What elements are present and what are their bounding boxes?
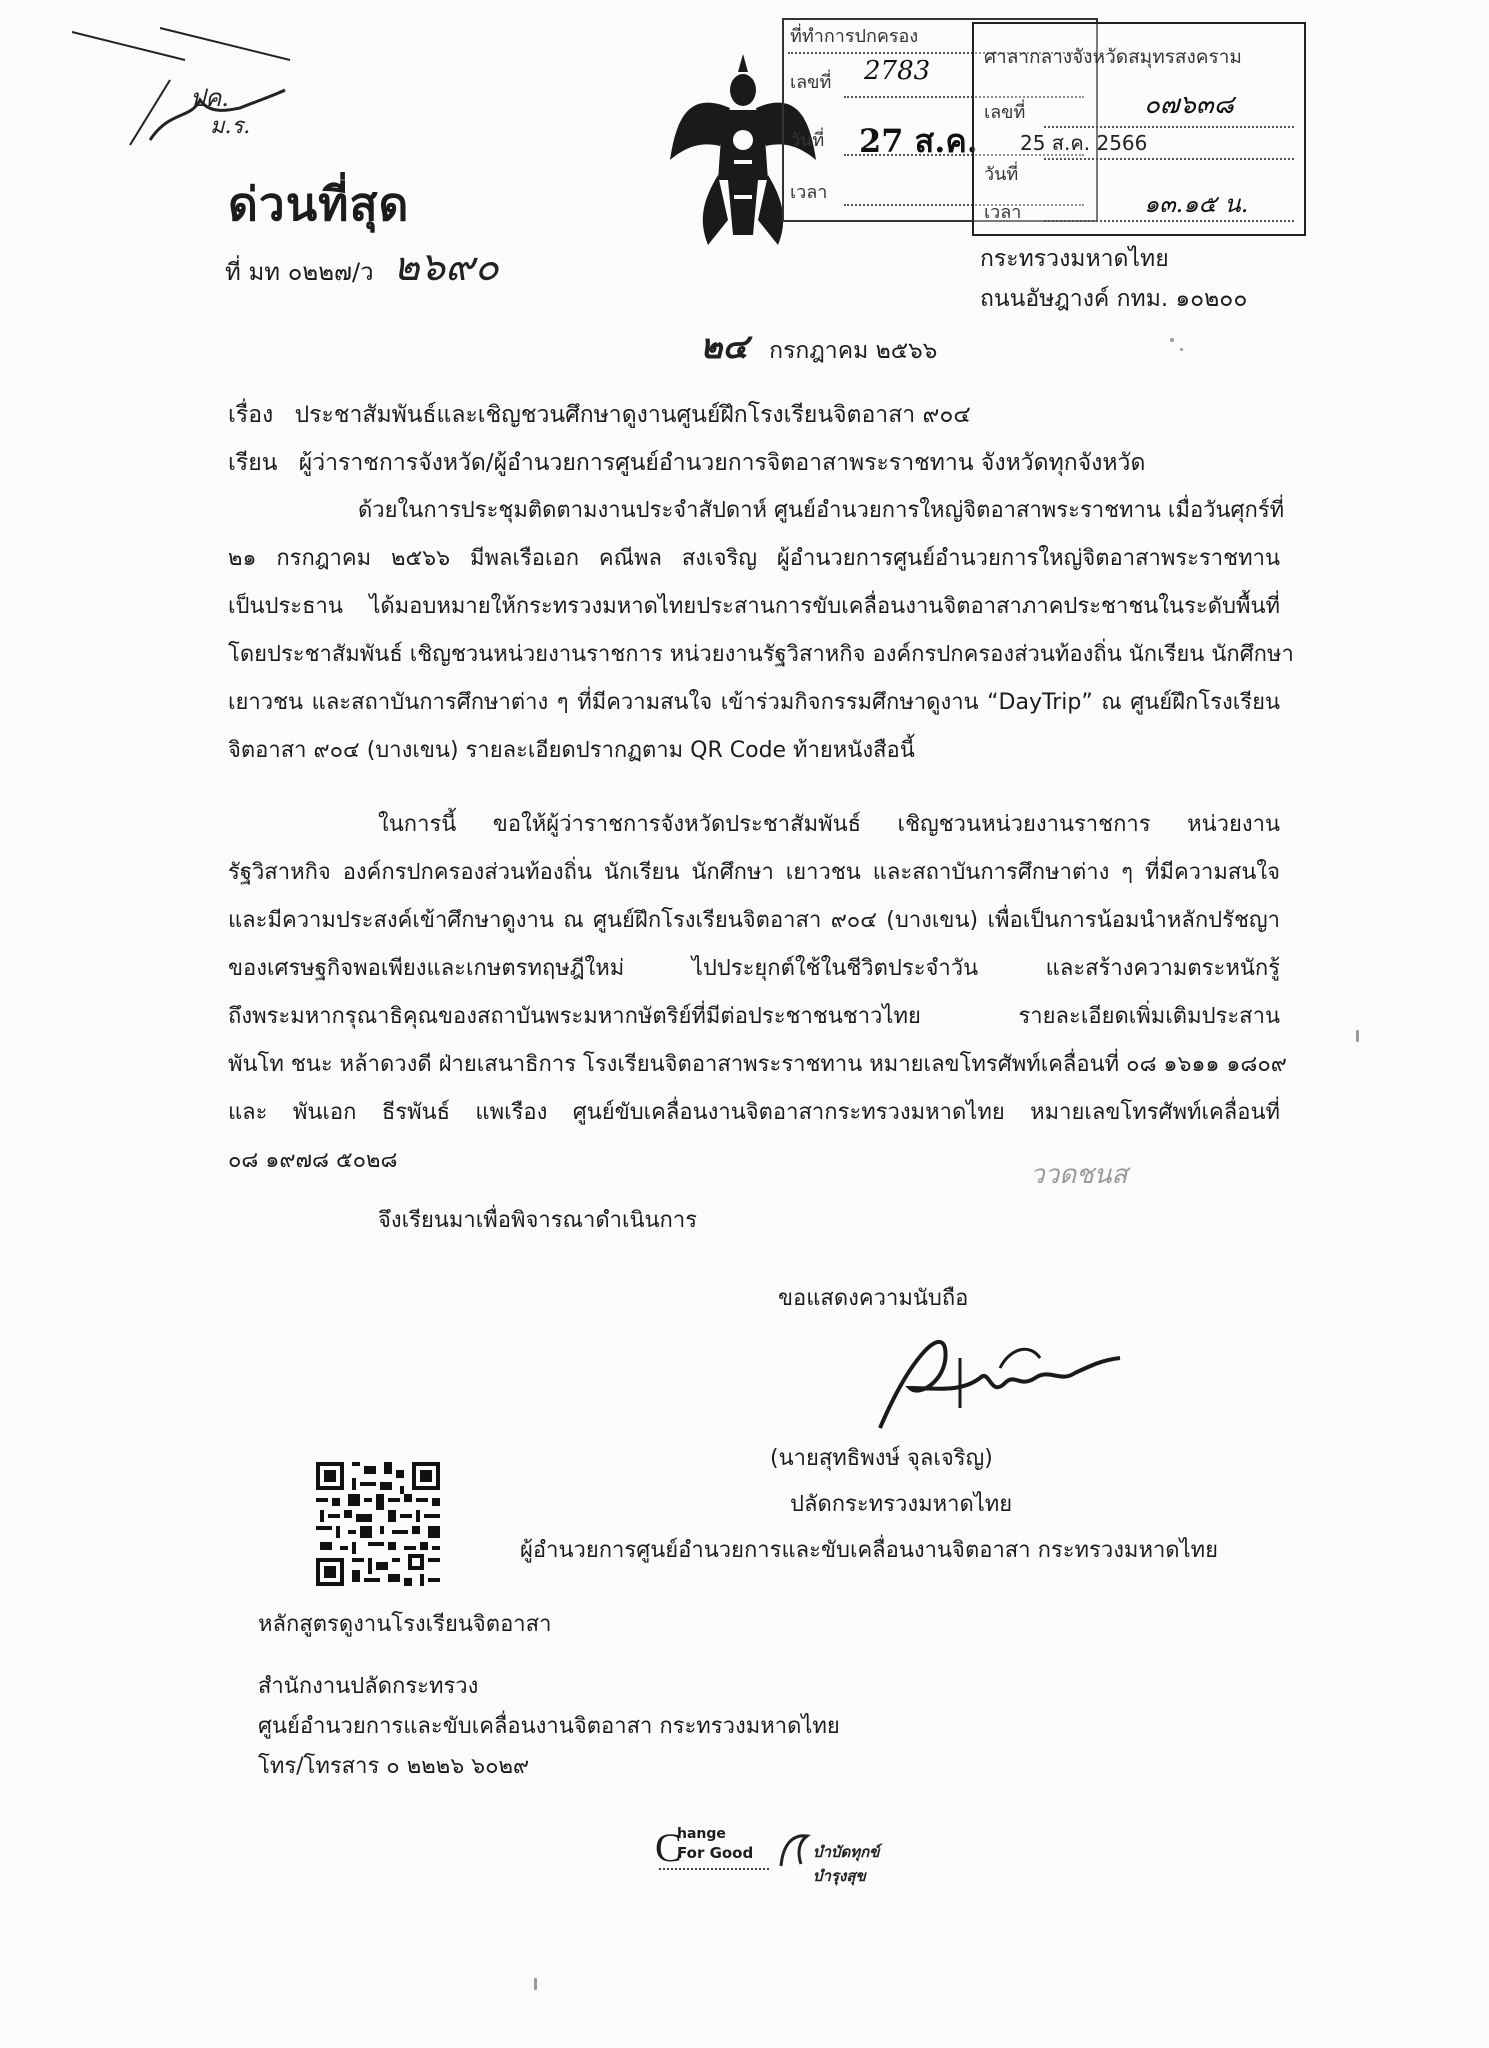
reference-handwritten-number: ๒๖๙๐ bbox=[393, 244, 499, 290]
corner-note-2: ม.ร. bbox=[210, 114, 251, 139]
subject-text: ประชาสัมพันธ์และเชิญชวนศึกษาดูงานศูนย์ฝึกโรงเรียนจิตอาสา ๙๐๔ bbox=[294, 402, 971, 428]
office-line-1: สำนักงานปลัดกระทรวง bbox=[258, 1674, 479, 1699]
stamp-right-title: ศาลากลางจังหวัดสมุทรสงคราม bbox=[984, 46, 1242, 68]
issuer-address: ถนนอัษฎางค์ กทม. ๑๐๒๐๐ bbox=[980, 286, 1248, 312]
date-day: ๒๔ bbox=[700, 327, 749, 367]
paragraph1-line: ด้วยในการประชุมติดตามงานประจำสัปดาห์ ศูนย์อำนวยการใหญ่จิตอาสาพระราชทาน เมื่อวันศุกร์ที่ bbox=[358, 498, 1285, 523]
stamp-left-date: 27 ส.ค. bbox=[859, 122, 978, 160]
qr-caption: หลักสูตรดูงานโรงเรียนจิตอาสา bbox=[258, 1612, 552, 1637]
to-label: เรียน bbox=[228, 450, 278, 476]
signature-icon bbox=[840, 1318, 1130, 1438]
paragraph2-line: ในการนี้ ขอให้ผู้ว่าราชการจังหวัดประชาสัมพันธ์ เชิญชวนหน่วยงานราชการ หน่วยงาน bbox=[378, 812, 1280, 837]
stamp-left-no-label: เลขที่ bbox=[790, 72, 832, 93]
paragraph1-line: โดยประชาสัมพันธ์ เชิญชวนหน่วยงานราชการ หน่วยงานรัฐวิสาหกิจ องค์กรปกครองส่วนท้องถิ่น นักเรียน นักศึกษา bbox=[228, 642, 1294, 667]
change-logo-line2: For Good bbox=[677, 1844, 754, 1862]
stamp-right-date-label: วันที่ bbox=[984, 164, 1019, 185]
paragraph2-line: ๐๘ ๑๙๗๘ ๕๐๒๘ bbox=[228, 1148, 398, 1173]
change-logo-line1: hange bbox=[677, 1826, 726, 1842]
subject-label: เรื่อง bbox=[228, 402, 274, 428]
office-line-2: ศูนย์อำนวยการและขับเคลื่อนงานจิตอาสา กระทรวงมหาดไทย bbox=[258, 1714, 840, 1739]
regards-text: ขอแสดงความนับถือ bbox=[778, 1286, 969, 1311]
paragraph1-line: ๒๑ กรกฎาคม ๒๕๖๖ มีพลเรือเอก คณีพล สงเจริญ ผู้อำนวยการศูนย์อำนวยการใหญ่จิตอาสาพระราชทาน bbox=[228, 546, 1280, 571]
subject-line bbox=[228, 400, 971, 430]
stamp-left-title: ที่ทำการปกครอง bbox=[790, 26, 919, 47]
letter-date bbox=[700, 327, 938, 367]
change-logo-c: C bbox=[655, 1825, 682, 1870]
signatory-title-2: ผู้อำนวยการศูนย์อำนวยการและขับเคลื่อนงานจิตอาสา กระทรวงมหาดไทย bbox=[520, 1538, 1219, 1563]
campaign-emblem-icon bbox=[777, 1830, 813, 1870]
stamp-right-time-label: เวลา bbox=[984, 202, 1022, 223]
paragraph2-line: ถึงพระมหากรุณาธิคุณของสถาบันพระมหากษัตริย์ที่มีต่อประชาชนชาวไทย รายละเอียดเพิ่มเติมประสาน bbox=[228, 1004, 1280, 1029]
stamp-left-no: 2783 bbox=[864, 56, 931, 86]
paragraph2-line: และ พันเอก ธีรพันธ์ แพเรือง ศูนย์ขับเคลื่อนงานจิตอาสากระทรวงมหาดไทย หมายเลขโทรศัพท์เคลื่อนที่ bbox=[228, 1100, 1280, 1125]
paragraph2-line: และมีความประสงค์เข้าศึกษาดูงาน ณ ศูนย์ฝึกโรงเรียนจิตอาสา ๙๐๔ (บางเขน) เพื่อเป็นการน้อมนำหลักปรัชญา bbox=[228, 908, 1280, 933]
stamp-right-date: 25 ส.ค. 2566 bbox=[1020, 131, 1148, 155]
to-text: ผู้ว่าราชการจังหวัด/ผู้อำนวยการศูนย์อำนวยการจิตอาสาพระราชทาน จังหวัดทุกจังหวัด bbox=[298, 450, 1146, 476]
paragraph2-line: ของเศรษฐกิจพอเพียงและเกษตรทฤษฎีใหม่ ไปประยุกต์ใช้ในชีวิตประจำวัน และสร้างความตระหนักรู้ bbox=[228, 956, 1280, 981]
signatory-name: (นายสุทธิพงษ์ จุลเจริญ) bbox=[770, 1446, 993, 1471]
receiving-stamp-right bbox=[972, 22, 1306, 236]
change-for-good-logo bbox=[655, 1822, 775, 1882]
to-line bbox=[228, 448, 1145, 478]
corner-handwriting bbox=[60, 20, 310, 150]
stamp-left-time-label: เวลา bbox=[790, 182, 828, 203]
urgency-label: ด่วนที่สุด bbox=[228, 177, 410, 231]
paragraph1-line: เป็นประธาน ได้มอบหมายให้กระทรวงมหาดไทยประสานการขับเคลื่อนงานจิตอาสาภาคประชาชนในระดับพื้นที่ bbox=[228, 594, 1280, 619]
office-line-3: โทร/โทรสาร ๐ ๒๒๒๖ ๖๐๒๙ bbox=[258, 1754, 530, 1779]
paragraph2-line: รัฐวิสาหกิจ องค์กรปกครองส่วนท้องถิ่น นักเรียน นักศึกษา เยาวชน และสถาบันการศึกษาต่าง ๆ ที่มีความสนใจ bbox=[228, 860, 1280, 885]
date-month-year: กรกฎาคม ๒๕๖๖ bbox=[769, 338, 938, 364]
paragraph1-line: เยาวชน และสถาบันการศึกษาต่าง ๆ ที่มีความสนใจ เข้าร่วมกิจกรรมศึกษาดูงาน “DayTrip” ณ ศูนย์ฝึกโรงเรียน bbox=[228, 690, 1280, 715]
scan-speck bbox=[534, 1978, 537, 1990]
stamp-right-no: ๐๗๖๓๘ bbox=[1144, 90, 1234, 120]
scan-speck bbox=[1170, 338, 1174, 342]
qr-code-icon bbox=[312, 1458, 444, 1590]
corner-scribble-icon bbox=[60, 20, 310, 150]
closing-text: จึงเรียนมาเพื่อพิจารณาดำเนินการ bbox=[378, 1208, 698, 1233]
stamp-right-no-label: เลขที่ bbox=[984, 102, 1026, 123]
signatory-title-1: ปลัดกระทรวงมหาดไทย bbox=[790, 1492, 1013, 1517]
reference-prefix: ที่ มท ๐๒๒๗/ว bbox=[225, 258, 374, 286]
scan-speck bbox=[1356, 1030, 1359, 1042]
campaign-logo bbox=[777, 1830, 917, 1885]
stamp-right-time: ๑๓.๑๕ น. bbox=[1144, 190, 1249, 218]
corner-note-1: ปค. bbox=[190, 84, 229, 112]
paragraph1-line: จิตอาสา ๙๐๔ (บางเขน) รายละเอียดปรากฏตาม QR Code ท้ายหนังสือนี้ bbox=[228, 738, 915, 763]
scan-speck bbox=[1180, 348, 1183, 351]
reference-number bbox=[225, 244, 499, 290]
paragraph2-line: พันโท ชนะ หล้าดวงดี ฝ่ายเสนาธิการ โรงเรียนจิตอาสาพระราชทาน หมายเลขโทรศัพท์เคลื่อนที่ ๐๘ ๑๖๑๑ ๑๘๐๙ bbox=[228, 1052, 1287, 1077]
campaign-text: บำบัดทุกข์ บำรุงสุข bbox=[813, 1843, 880, 1885]
stamp-left-date-label: วันที่ bbox=[790, 130, 825, 151]
bleed-through-note: ววดชนส bbox=[1030, 1160, 1128, 1190]
issuer-org: กระทรวงมหาดไทย bbox=[980, 246, 1169, 272]
